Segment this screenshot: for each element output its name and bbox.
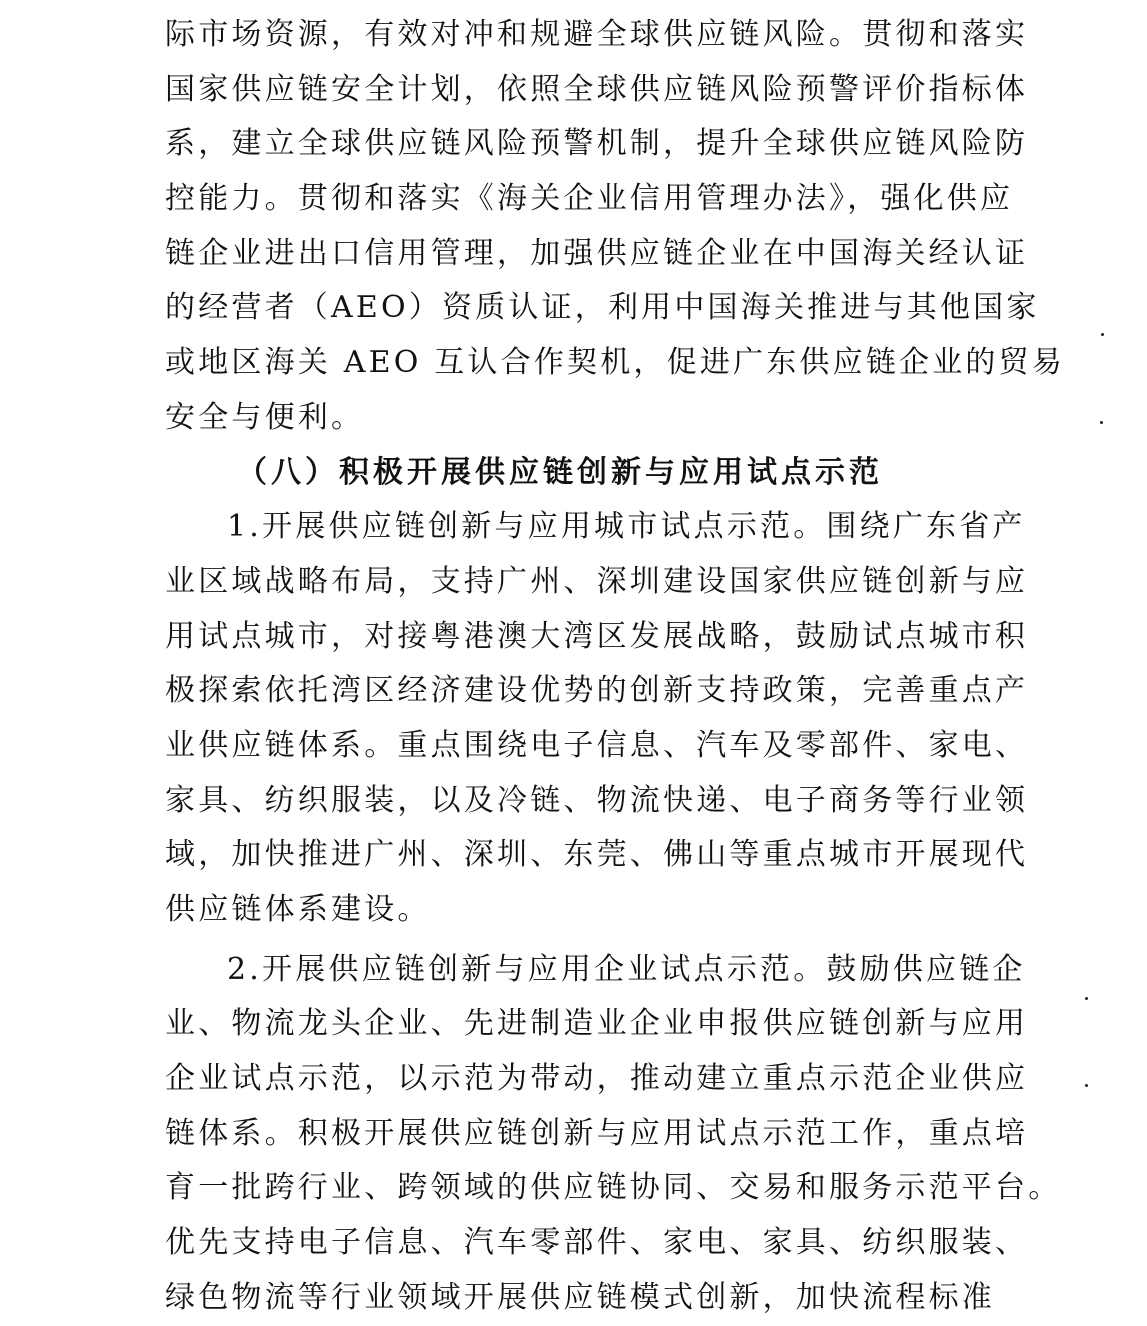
scan-speck	[1085, 997, 1088, 1000]
body-line: 业区域战略布局，支持广州、深圳建设国家供应链创新与应	[165, 563, 1029, 599]
body-line: 育一批跨行业、跨领域的供应链协同、交易和服务示范平台。	[165, 1170, 1062, 1206]
body-line: 或地区海关 AEO 互认合作契机，促进广东供应链企业的贸易	[165, 345, 1066, 381]
body-line: 业、物流龙头企业、先进制造业企业申报供应链创新与应用	[165, 1006, 1029, 1042]
body-line: 链体系。积极开展供应链创新与应用试点示范工作，重点培	[165, 1115, 1029, 1151]
body-line: 链企业进出口信用管理，加强供应链企业在中国海关经认证	[165, 235, 1029, 271]
body-line: 安全与便利。	[165, 399, 365, 435]
body-line: 业供应链体系。重点围绕电子信息、汽车及零部件、家电、	[165, 727, 1029, 763]
scan-speck	[1101, 333, 1104, 336]
body-line: 绿色物流等行业领域开展供应链模式创新，加快流程标准	[165, 1279, 995, 1315]
body-line: 供应链体系建设。	[165, 892, 431, 927]
scan-speck	[1085, 1084, 1088, 1087]
body-line: 际市场资源，有效对冲和规避全球供应链风险。贯彻和落实	[165, 17, 1029, 52]
paragraph-first-line: 1.开展供应链创新与应用城市试点示范。围绕广东省产	[227, 509, 1026, 545]
body-line: 控能力。贯彻和落实《海关企业信用管理办法》，强化供应	[165, 181, 1014, 217]
document-body	[165, 8, 1066, 1326]
body-line: 国家供应链安全计划，依照全球供应链风险预警评价指标体	[165, 71, 1029, 107]
scan-speck	[1100, 421, 1103, 424]
section-heading: （八）积极开展供应链创新与应用试点示范	[237, 454, 883, 490]
body-line: 家具、纺织服装，以及冷链、物流快递、电子商务等行业领	[165, 782, 1029, 818]
body-line: 用试点城市，对接粤港澳大湾区发展战略，鼓励试点城市积	[165, 618, 1029, 654]
body-line: 域，加快推进广州、深圳、东莞、佛山等重点城市开展现代	[165, 837, 1029, 873]
body-line: 系，建立全球供应链风险预警机制，提升全球供应链风险防	[165, 126, 1029, 162]
paragraph-first-line: 2.开展供应链创新与应用企业试点示范。鼓励供应链企	[227, 951, 1026, 987]
body-line: 优先支持电子信息、汽车零部件、家电、家具、纺织服装、	[165, 1225, 1029, 1261]
body-line: 的经营者（AEO）资质认证，利用中国海关推进与其他国家	[165, 290, 1040, 326]
body-line: 企业试点示范，以示范为带动，推动建立重点示范企业供应	[165, 1061, 1029, 1097]
body-line: 极探索依托湾区经济建设优势的创新支持政策，完善重点产	[165, 673, 1029, 709]
